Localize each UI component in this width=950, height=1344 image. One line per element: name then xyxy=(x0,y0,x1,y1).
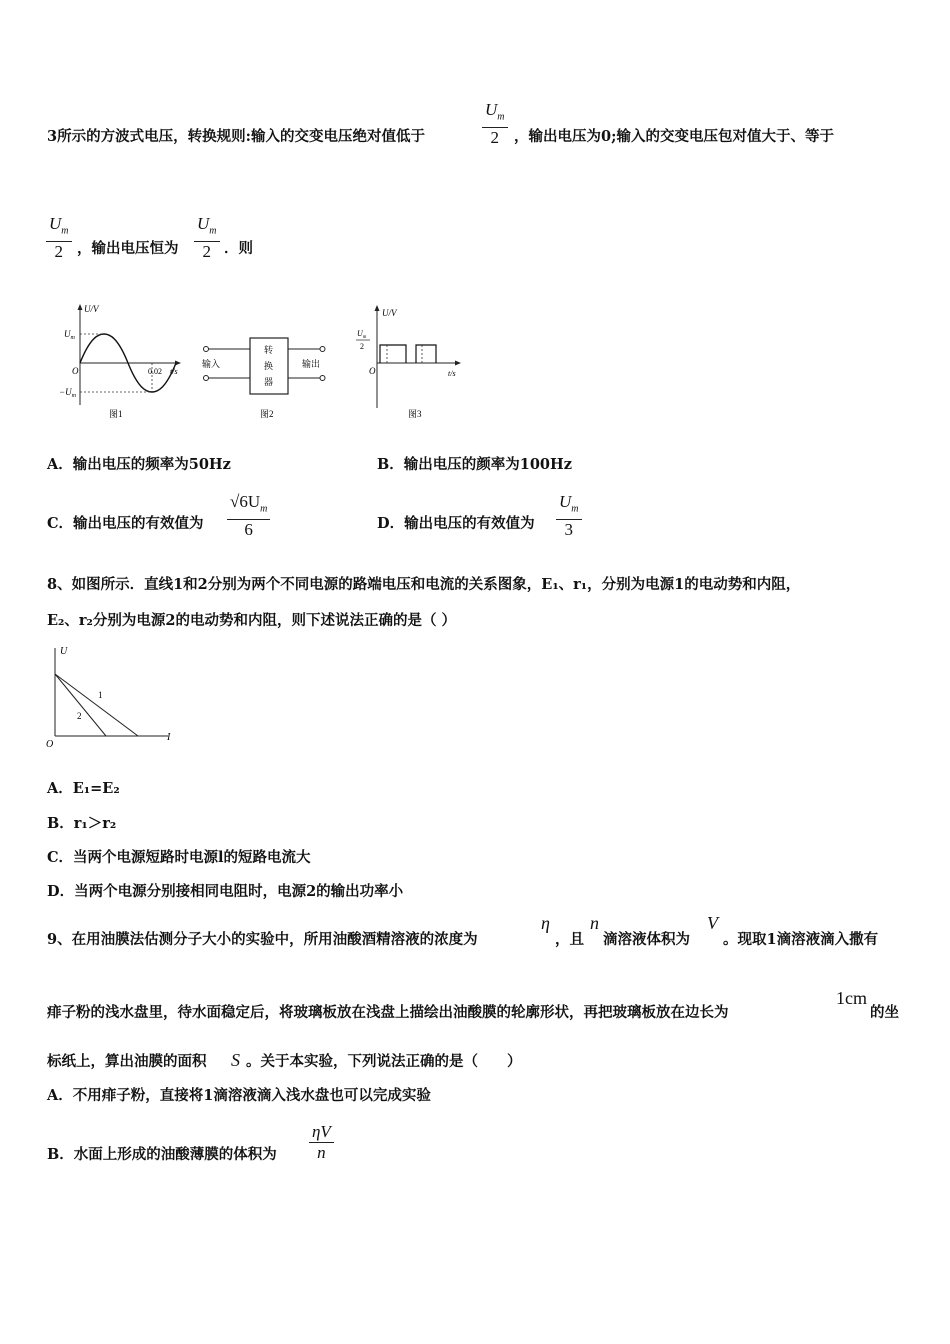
q9-stem-line2-a: 痱子粉的浅水盘里，待水面稳定后，将玻璃板放在浅盘上描绘出油酸膜的轮廓形状，再把玻璃板放在边长为 xyxy=(47,1004,729,1021)
v-symbol: V xyxy=(707,913,718,933)
um-over-2-fraction: $\frac{U_m}{2}$ xyxy=(46,214,72,262)
q7-line2-end: ．则 xyxy=(224,240,253,257)
fig1-xtick: 0.02 xyxy=(148,367,162,376)
cm-value: 1cm xyxy=(836,988,867,1008)
fig1-ylabel: U/V xyxy=(84,304,99,314)
figure-1-sine-wave xyxy=(58,300,188,425)
eta-symbol: η xyxy=(541,913,550,933)
q8-stem-line2: E₂、r₂分别为电源2的电动势和内阻，则下述说法正确的是（ ） xyxy=(47,612,457,629)
sqrt6-um-over-6-fraction: $\frac{√6U_m}{6}$ xyxy=(227,492,270,540)
fig1-xlabel: t/s xyxy=(170,367,178,376)
figure-2-converter xyxy=(198,330,333,425)
fig1-caption: 图1 xyxy=(109,409,123,419)
q9-stem-line1-c: 滴溶液体积为 xyxy=(603,931,690,948)
q8-option-a: A．E₁=E₂ xyxy=(47,780,120,797)
fig2-caption: 图2 xyxy=(260,409,274,419)
q8-ui-graph xyxy=(40,640,180,750)
q8-graph-xlabel: I xyxy=(167,732,171,743)
fig3-ylabel: U/V xyxy=(382,308,397,318)
fig2-output-label: 输出 xyxy=(302,359,321,369)
q8-option-d: D．当两个电源分别接相同电阻时，电源2的输出功率小 xyxy=(47,883,404,900)
fig1-neg-um-label: $-U_m$ xyxy=(59,387,76,399)
q7-option-d: D．输出电压的有效值为 xyxy=(377,515,535,532)
q9-stem-line1-b: ，且 xyxy=(555,931,584,948)
fig1-um-label: $U_m$ xyxy=(64,329,75,341)
q9-stem-line2-b: 的坐 xyxy=(870,1004,899,1021)
q8-option-c: C．当两个电源短路时电源l的短路电流大 xyxy=(47,849,311,866)
fig2-input-label: 输入 xyxy=(202,359,221,369)
um-over-2-fraction: $\frac{U_m}{2}$ xyxy=(194,214,220,262)
fig3-caption: 图3 xyxy=(408,409,422,419)
fig2-box-line-2: 换 xyxy=(264,361,274,371)
q7-option-a: A．输出电压的频率为50Hz xyxy=(47,456,231,473)
q7-option-c: C．输出电压的有效值为 xyxy=(47,515,204,532)
q7-line1-suffix: ，输出电压为0;输入的交变电压包对值大于、等于 xyxy=(514,128,834,145)
fig2-box-line-3: 器 xyxy=(264,377,274,387)
q9-stem-line3-b: 。关于本实验，下列说法正确的是（ ） xyxy=(246,1053,522,1070)
q8-option-b: B．r₁＞r₂ xyxy=(47,815,117,832)
um-over-2-fraction: $\frac{U_m}{2}$ xyxy=(482,100,508,148)
fig3-level-num: $U_m$ xyxy=(357,329,367,340)
q7-line1-prefix: 3所示的方波式电压，转换规则:输入的交变电压绝对值低于 xyxy=(47,128,425,145)
um-over-3-fraction: $\frac{U_m}{3}$ xyxy=(556,492,582,540)
q9-option-b: B．水面上形成的油酸薄膜的体积为 xyxy=(47,1146,277,1163)
q8-graph-ylabel: U xyxy=(60,646,68,657)
fig1-origin: O xyxy=(72,366,79,376)
q8-graph-line2-label: 2 xyxy=(77,711,82,721)
fig3-origin: O xyxy=(369,366,376,376)
q7-line2-text: ，输出电压恒为 xyxy=(77,240,179,257)
q9-stem-line1-d: 。现取1滴溶液滴入撒有 xyxy=(723,931,879,948)
q8-graph-line1-label: 1 xyxy=(98,690,103,700)
eta-v-over-n-fraction: $\frac{\eta V}{n}$ xyxy=(309,1122,334,1163)
q9-option-a: A．不用痱子粉，直接将1滴溶液滴入浅水盘也可以完成实验 xyxy=(47,1087,431,1104)
fig2-box-line-1: 转 xyxy=(264,345,274,355)
q9-stem-line3-a: 标纸上，算出油膜的面积 xyxy=(47,1053,207,1070)
s-symbol: S xyxy=(231,1050,240,1070)
fig3-xlabel: t/s xyxy=(448,369,456,378)
figure-3-square-wave xyxy=(350,300,470,425)
fig3-level-den: 2 xyxy=(360,342,364,351)
n-symbol: n xyxy=(590,913,599,933)
q7-option-b: B．输出电压的颜率为100Hz xyxy=(377,456,572,473)
q8-graph-origin: O xyxy=(46,739,54,750)
q9-stem-line1-a: 9、在用油膜法估测分子大小的实验中，所用油酸酒精溶液的浓度为 xyxy=(47,931,478,948)
q8-stem-line1: 8、如图所示．直线1和2分别为两个不同电源的路端电压和电流的关系图象，E₁、r₁，分别为电源1的电动势和内阻， xyxy=(47,576,801,593)
